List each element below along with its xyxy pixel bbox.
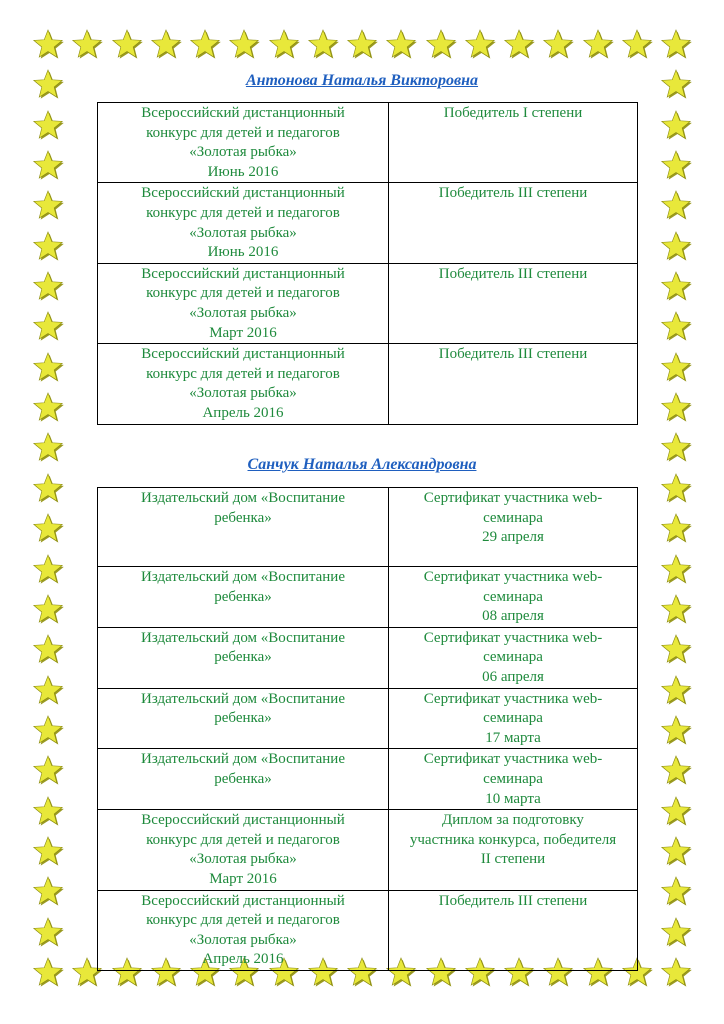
- star-icon: [267, 28, 301, 62]
- star-icon: [659, 633, 693, 667]
- event-cell: Издательский дом «Воспитание ребенка»: [98, 488, 389, 567]
- star-icon: [659, 109, 693, 143]
- star-icon: [659, 270, 693, 304]
- event-cell: Всероссийский дистанционный конкурс для детей и педагогов «Золотая рыбка» Июнь 2016: [98, 103, 389, 183]
- event-cell: Всероссийский дистанционный конкурс для детей и педагогов «Золотая рыбка» Март 2016: [98, 263, 389, 343]
- star-icon: [659, 956, 693, 990]
- star-icon: [31, 310, 65, 344]
- star-icon: [31, 270, 65, 304]
- star-icon: [659, 754, 693, 788]
- star-icon: [659, 310, 693, 344]
- result-cell: Победитель III степени: [389, 344, 638, 424]
- star-icon: [502, 28, 536, 62]
- star-icon: [31, 956, 65, 990]
- result-cell: Сертификат участника web- семинара 08 апреля: [389, 567, 638, 628]
- star-icon: [31, 714, 65, 748]
- star-icon: [463, 28, 497, 62]
- table-row: [98, 183, 638, 263]
- star-icon: [659, 512, 693, 546]
- section2-table: [97, 487, 638, 971]
- result-cell: Победитель I степени: [389, 103, 638, 183]
- star-icon: [659, 835, 693, 869]
- star-icon: [424, 28, 458, 62]
- table-row: [98, 810, 638, 890]
- star-icon: [659, 795, 693, 829]
- star-icon: [659, 875, 693, 909]
- event-cell: Издательский дом «Воспитание ребенка»: [98, 749, 389, 810]
- table-row: [98, 627, 638, 688]
- star-icon: [149, 28, 183, 62]
- result-cell: Диплом за подготовку участника конкурса, победителя II степени: [389, 810, 638, 890]
- table-row: [98, 488, 638, 567]
- result-cell: Победитель III степени: [389, 183, 638, 263]
- event-cell: Всероссийский дистанционный конкурс для детей и педагогов «Золотая рыбка» Июнь 2016: [98, 183, 389, 263]
- star-icon: [70, 28, 104, 62]
- star-icon: [659, 230, 693, 264]
- result-cell: Сертификат участника web- семинара 29 апреля: [389, 488, 638, 567]
- star-icon: [188, 28, 222, 62]
- table-row: [98, 890, 638, 970]
- result-cell: Сертификат участника web- семинара 17 марта: [389, 688, 638, 749]
- result-cell: Победитель III степени: [389, 263, 638, 343]
- star-icon: [31, 189, 65, 223]
- star-icon: [659, 189, 693, 223]
- star-icon: [581, 28, 615, 62]
- star-icon: [659, 593, 693, 627]
- section1-person-name: Антонова Наталья Викторовна: [245, 72, 479, 89]
- star-icon: [31, 149, 65, 183]
- star-icon: [31, 351, 65, 385]
- result-cell: Победитель III степени: [389, 890, 638, 970]
- section1-heading: [0, 72, 724, 90]
- table-row: [98, 567, 638, 628]
- result-cell: Сертификат участника web- семинара 10 марта: [389, 749, 638, 810]
- section2-heading: [0, 456, 724, 474]
- star-icon: [31, 109, 65, 143]
- star-icon: [31, 553, 65, 587]
- table-row: [98, 688, 638, 749]
- event-cell: Всероссийский дистанционный конкурс для детей и педагогов «Золотая рыбка» Апрель 2016: [98, 344, 389, 424]
- star-icon: [659, 351, 693, 385]
- star-icon: [384, 28, 418, 62]
- star-icon: [31, 512, 65, 546]
- star-icon: [31, 230, 65, 264]
- section2-person-name: Санчук Наталья Александровна: [247, 456, 477, 473]
- star-icon: [31, 633, 65, 667]
- event-cell: Всероссийский дистанционный конкурс для детей и педагогов «Золотая рыбка» Март 2016: [98, 810, 389, 890]
- star-icon: [31, 875, 65, 909]
- section1-table: [97, 102, 638, 425]
- table-row: [98, 749, 638, 810]
- star-icon: [306, 28, 340, 62]
- star-icon: [659, 553, 693, 587]
- star-icon: [31, 674, 65, 708]
- star-icon: [659, 391, 693, 425]
- star-icon: [31, 754, 65, 788]
- event-cell: Издательский дом «Воспитание ребенка»: [98, 627, 389, 688]
- star-icon: [620, 28, 654, 62]
- star-icon: [31, 391, 65, 425]
- result-cell: Сертификат участника web- семинара 06 апреля: [389, 627, 638, 688]
- star-icon: [31, 916, 65, 950]
- star-icon: [31, 795, 65, 829]
- table-row: [98, 263, 638, 343]
- star-icon: [659, 714, 693, 748]
- event-cell: Всероссийский дистанционный конкурс для детей и педагогов «Золотая рыбка» Апрель 2016: [98, 890, 389, 970]
- star-icon: [31, 472, 65, 506]
- star-icon: [659, 916, 693, 950]
- star-icon: [31, 835, 65, 869]
- star-icon: [31, 28, 65, 62]
- table-row: [98, 103, 638, 183]
- star-icon: [659, 472, 693, 506]
- star-icon: [659, 28, 693, 62]
- star-icon: [110, 28, 144, 62]
- event-cell: Издательский дом «Воспитание ребенка»: [98, 567, 389, 628]
- star-icon: [31, 593, 65, 627]
- event-cell: Издательский дом «Воспитание ребенка»: [98, 688, 389, 749]
- star-icon: [227, 28, 261, 62]
- star-icon: [659, 149, 693, 183]
- table-row: [98, 344, 638, 424]
- star-icon: [541, 28, 575, 62]
- star-icon: [659, 674, 693, 708]
- star-icon: [345, 28, 379, 62]
